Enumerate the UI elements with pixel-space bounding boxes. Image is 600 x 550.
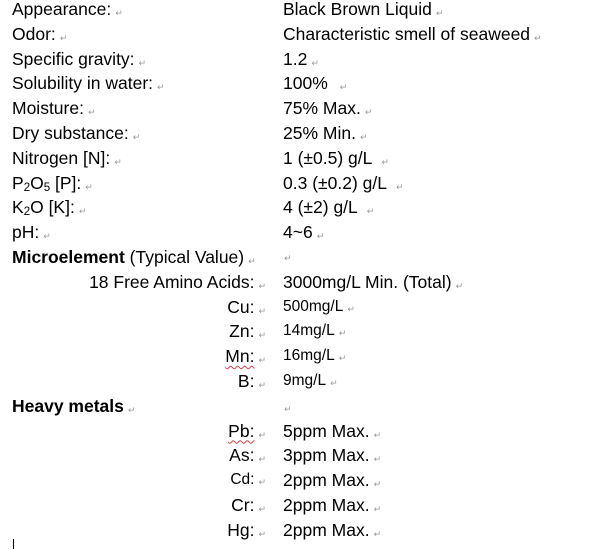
spec-row-ph bbox=[12, 220, 592, 245]
spec-row-nitrogen bbox=[12, 146, 592, 171]
paragraph-mark-icon: ↵ bbox=[316, 231, 325, 242]
paragraph-mark-icon: ↵ bbox=[115, 8, 123, 18]
heavy-metal-label: As: ↵ bbox=[12, 443, 266, 472]
microelement-label: Mn: ↵ bbox=[12, 344, 266, 373]
spec-row-specific-gravity bbox=[12, 47, 592, 72]
spec-label: $P_2O_5$ [P]: ↵ bbox=[12, 171, 93, 200]
heavy-metals-heading: Heavy metals ↵ bbox=[12, 394, 135, 423]
spec-value: 1 (±0.5) g/L ↵ bbox=[283, 146, 389, 175]
spec-row-solubility bbox=[12, 71, 592, 96]
paragraph-mark-icon: ↵ bbox=[258, 429, 266, 440]
microelement-value: 3000mg/L Min. (Total) ↵ bbox=[283, 270, 463, 299]
paragraph-mark-icon: ↵ bbox=[373, 479, 382, 490]
microelement-heading-row bbox=[12, 245, 592, 270]
heavy-metal-label: Cr: ↵ bbox=[12, 493, 266, 522]
heavy-metal-label: Pb: ↵ bbox=[12, 419, 266, 448]
spec-value: Characteristic smell of seaweed ↵ bbox=[283, 22, 542, 51]
microelement-value: 14mg/L ↵ bbox=[283, 319, 346, 346]
paragraph-mark-icon: ↵ bbox=[284, 403, 292, 414]
paragraph-mark-icon: ↵ bbox=[364, 107, 373, 118]
microelement-label: Cu: ↵ bbox=[12, 295, 266, 324]
paragraph-mark-icon: ↵ bbox=[373, 454, 382, 465]
paragraph-mark-icon: ↵ bbox=[366, 206, 375, 217]
microelement-row-zn bbox=[12, 319, 592, 344]
spec-value: 1.2 ↵ bbox=[283, 47, 319, 76]
paragraph-mark-icon: ↵ bbox=[534, 32, 542, 43]
spec-label: pH: ↵ bbox=[12, 220, 51, 249]
spec-label: Nitrogen [N]: ↵ bbox=[12, 146, 122, 175]
text-cursor[interactable] bbox=[13, 539, 14, 549]
microelement-heading: Microelement (Typical Value) ↵ bbox=[12, 245, 256, 274]
paragraph-mark-icon: ↵ bbox=[87, 107, 96, 118]
heavy-metal-row-as bbox=[12, 443, 592, 468]
paragraph-mark-icon: ↵ bbox=[43, 231, 51, 242]
paragraph-mark-icon: ↵ bbox=[258, 477, 266, 488]
spec-row-odor bbox=[12, 22, 592, 47]
microelement-row-b bbox=[12, 369, 592, 394]
microelement-row-mn bbox=[12, 344, 592, 369]
paragraph-mark-icon: ↵ bbox=[258, 330, 266, 341]
paragraph-mark-icon: ↵ bbox=[258, 503, 266, 514]
spec-row-moisture bbox=[12, 96, 592, 121]
heavy-metal-value: 3ppm Max. ↵ bbox=[283, 443, 381, 472]
paragraph-mark-icon: ↵ bbox=[284, 252, 292, 263]
microelement-value: 500mg/L ↵ bbox=[283, 295, 355, 322]
microelement-label: 18 Free Amino Acids: ↵ bbox=[12, 270, 266, 299]
paragraph-mark-icon: ↵ bbox=[338, 353, 347, 364]
spec-label: Dry substance: ↵ bbox=[12, 121, 140, 150]
heavy-metal-row-cd bbox=[12, 468, 592, 493]
spec-value: 0.3 (±0.2) g/L ↵ bbox=[283, 171, 404, 200]
spec-value: 100% ↵ bbox=[283, 71, 347, 100]
paragraph-mark-icon: ↵ bbox=[258, 280, 266, 291]
spec-document bbox=[12, 0, 592, 543]
heavy-metals-heading-row bbox=[12, 394, 592, 419]
paragraph-mark-icon: ↵ bbox=[258, 379, 266, 390]
paragraph-mark-icon: ↵ bbox=[311, 57, 319, 68]
paragraph-mark-icon: ↵ bbox=[59, 32, 68, 43]
spec-value: Black Brown Liquid ↵ bbox=[283, 0, 443, 26]
paragraph-mark-icon: ↵ bbox=[258, 528, 266, 539]
paragraph-mark-icon: ↵ bbox=[248, 255, 256, 266]
paragraph-mark-icon: ↵ bbox=[373, 528, 382, 539]
paragraph-mark-icon: ↵ bbox=[338, 328, 347, 339]
paragraph-mark-icon: ↵ bbox=[132, 131, 141, 142]
paragraph-mark-icon: ↵ bbox=[127, 404, 136, 415]
spec-label: Solubility in water: ↵ bbox=[12, 71, 165, 100]
paragraph-mark-icon: ↵ bbox=[78, 206, 87, 217]
spec-value: 4 (±2) g/L ↵ bbox=[283, 195, 374, 224]
spec-row-potassium bbox=[12, 195, 592, 220]
microelement-value: 16mg/L ↵ bbox=[283, 344, 346, 371]
spec-row-appearance bbox=[12, 0, 592, 22]
heavy-metal-value: 2ppm Max. ↵ bbox=[283, 518, 381, 547]
paragraph-mark-icon: ↵ bbox=[85, 181, 93, 192]
spec-row-phosphorus bbox=[12, 171, 592, 196]
paragraph-mark-icon: ↵ bbox=[373, 429, 382, 440]
paragraph-mark-icon: ↵ bbox=[330, 377, 338, 388]
spec-label: $K_2O$ [K]: ↵ bbox=[12, 195, 86, 224]
paragraph-mark-icon: ↵ bbox=[114, 156, 122, 167]
heavy-metal-label: Cd: ↵ bbox=[12, 468, 266, 495]
heavy-metal-value: 2ppm Max. ↵ bbox=[283, 468, 381, 497]
spec-value: 25% Min. ↵ bbox=[283, 121, 368, 150]
spec-label: Moisture: ↵ bbox=[12, 96, 96, 125]
spec-label: Odor: ↵ bbox=[12, 22, 67, 51]
paragraph-mark-icon: ↵ bbox=[347, 303, 355, 314]
microelement-row-cu bbox=[12, 295, 592, 320]
spec-label: Appearance: ↵ bbox=[12, 0, 123, 26]
heavy-metal-row-cr bbox=[12, 493, 592, 518]
paragraph-mark-icon: ↵ bbox=[435, 8, 444, 18]
paragraph-mark-icon: ↵ bbox=[373, 503, 382, 514]
paragraph-mark-icon: ↵ bbox=[381, 156, 389, 167]
microelement-label: B: ↵ bbox=[12, 369, 266, 398]
paragraph-mark-icon: ↵ bbox=[138, 57, 147, 68]
paragraph-mark-icon: ↵ bbox=[339, 82, 348, 93]
paragraph-mark-icon: ↵ bbox=[258, 355, 266, 366]
heavy-metal-label: Hg: ↵ bbox=[12, 518, 266, 547]
paragraph-mark-icon: ↵ bbox=[157, 82, 165, 93]
spec-value: 75% Max. ↵ bbox=[283, 96, 372, 125]
spec-label: Specific gravity: ↵ bbox=[12, 47, 146, 76]
spec-row-dry-substance bbox=[12, 121, 592, 146]
heavy-metal-row-pb bbox=[12, 419, 592, 444]
microelement-label: Zn: ↵ bbox=[12, 319, 266, 348]
paragraph-mark-icon: ↵ bbox=[258, 305, 266, 316]
paragraph-mark-icon: ↵ bbox=[395, 181, 404, 192]
heavy-metal-value: 5ppm Max. ↵ bbox=[283, 419, 381, 448]
spec-value: 4~6 ↵ bbox=[283, 220, 324, 249]
heavy-metal-row-hg bbox=[12, 518, 592, 543]
microelement-value: 9mg/L ↵ bbox=[283, 369, 338, 396]
microelement-row-amino-acids bbox=[12, 270, 592, 295]
heavy-metal-value: 2ppm Max. ↵ bbox=[283, 493, 381, 522]
paragraph-mark-icon: ↵ bbox=[359, 131, 368, 142]
paragraph-mark-icon: ↵ bbox=[258, 454, 266, 465]
paragraph-mark-icon: ↵ bbox=[455, 280, 464, 291]
